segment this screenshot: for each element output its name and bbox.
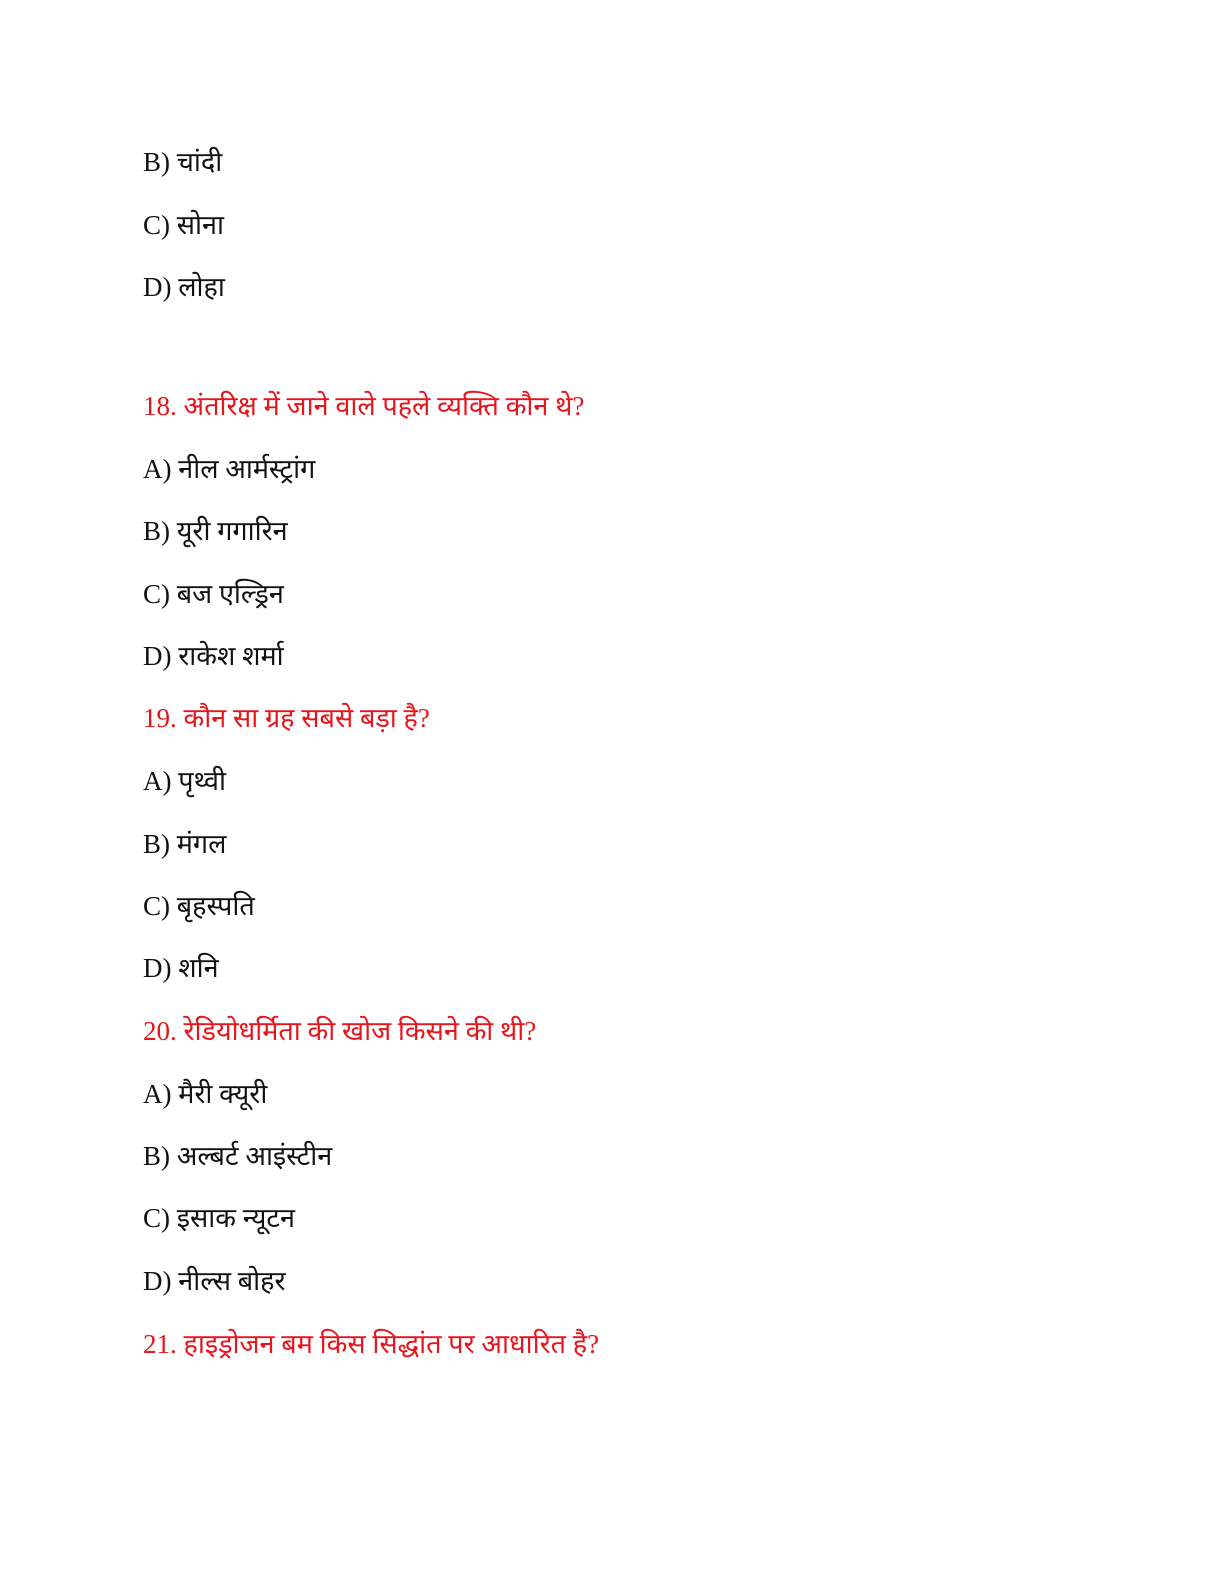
- option-20-d: D) नील्स बोहर: [143, 1266, 286, 1296]
- option-17-d: D) लोहा: [143, 272, 225, 302]
- option-19-b: B) मंगल: [143, 829, 227, 859]
- option-20-c: C) इसाक न्यूटन: [143, 1203, 295, 1233]
- option-20-a: A) मैरी क्यूरी: [143, 1079, 268, 1109]
- option-18-a: A) नील आर्मस्ट्रांग: [143, 454, 316, 484]
- option-19-d: D) शनि: [143, 953, 219, 983]
- question-21: 21. हाइड्रोजन बम किस सिद्धांत पर आधारित है?: [143, 1329, 600, 1359]
- option-19-c: C) बृहस्पति: [143, 891, 255, 921]
- option-19-a: A) पृथ्वी: [143, 766, 227, 796]
- option-18-c: C) बज एल्ड्रिन: [143, 579, 284, 609]
- option-17-b: B) चांदी: [143, 147, 223, 177]
- option-20-b: B) अल्बर्ट आइंस्टीन: [143, 1141, 333, 1171]
- question-18: 18. अंतरिक्ष में जाने वाले पहले व्यक्ति कौन थे?: [143, 391, 585, 421]
- question-20: 20. रेडियोधर्मिता की खोज किसने की थी?: [143, 1016, 537, 1046]
- option-18-d: D) राकेश शर्मा: [143, 641, 284, 671]
- option-18-b: B) यूरी गगारिन: [143, 516, 288, 546]
- question-19: 19. कौन सा ग्रह सबसे बड़ा है?: [143, 703, 430, 733]
- option-17-c: C) सोना: [143, 210, 224, 240]
